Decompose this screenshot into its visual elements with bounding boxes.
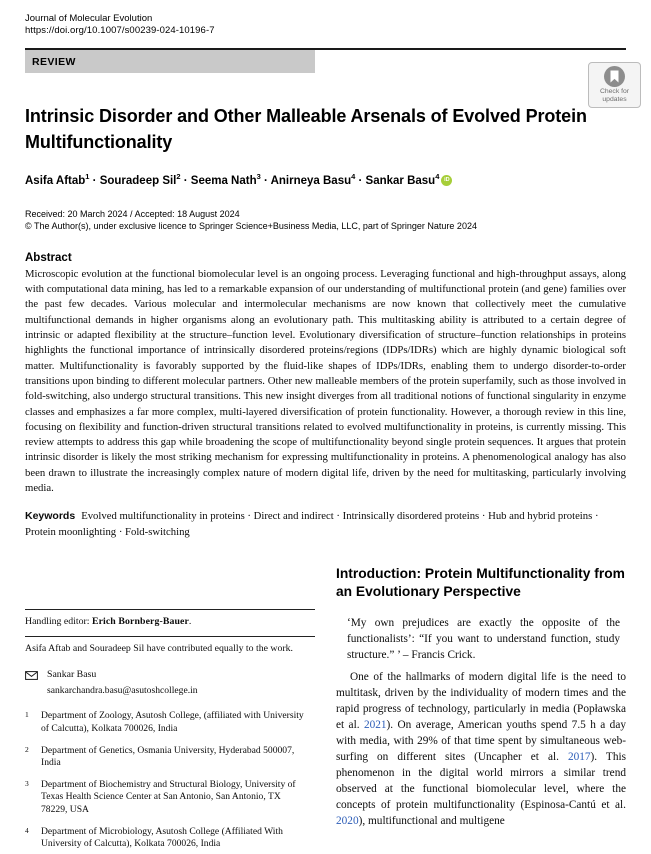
paragraph-text: ). On average, American youths spend 7.5 h a day with media, with 29% of that time spent by simultaneous web-surfing on different sites (Uncapher et al. — [336, 719, 626, 764]
article-type-label: REVIEW — [32, 55, 76, 68]
affiliation-number: 2 — [25, 744, 29, 754]
equal-contribution-note: Asifa Aftab and Souradeep Sil have contributed equally to the work. — [25, 643, 293, 655]
paragraph-text: ). This phenomenon in the digital world mirrors a similar trend observed at the functional biomolecular level, where the concepts of protein multifunctionality (Espinosa-Cantú et al. — [336, 751, 627, 812]
check-for-updates-badge[interactable] — [588, 62, 641, 108]
badge-label-line1: Check for — [599, 88, 630, 95]
keywords-text: Evolved multifunctionality in proteins · Direct and indirect · Intrinsically disordered proteins · Hub and hybrid proteins · Protein moonlighting · Fold-switching — [25, 510, 599, 538]
handling-editor-period: . — [188, 616, 192, 628]
received-accepted-line: Received: 20 March 2024 / Accepted: 18 August 2024 — [25, 208, 240, 219]
affiliation-number: 1 — [25, 710, 29, 720]
handling-editor-name: Erich Bornberg-Bauer — [91, 616, 189, 628]
right-column — [336, 565, 626, 854]
corresponding-author-row — [25, 669, 315, 685]
author-name: Asifa Aftab$^1$ — [25, 172, 90, 187]
article-meta — [25, 208, 626, 233]
author-name: Anirneya Basu$^4$ — [270, 172, 356, 187]
keywords-label: Keywords — [25, 510, 76, 523]
abstract-heading: Abstract — [25, 251, 72, 264]
handling-editor-note — [25, 610, 315, 636]
affiliation-item — [25, 826, 315, 851]
doi-link[interactable]: https://doi.org/10.1007/s00239-024-10196-7 — [25, 25, 215, 36]
paragraph-text: One of the hallmarks of modern digital life is the need to multitask, driven by the individuality of modern times and the rapid progress of technology, particularly in media (Popławska et al. — [336, 671, 626, 732]
abstract-text: Microscopic evolution at the functional biomolecular level is an ongoing process. Leveraging functional and high-throughput assays, along with computational data mining, has led to a remarkable expansion of our understanding of multifunctional protein (and gene) families over the past few decades. Various molecular and intermolecular mechanisms are now known that collectively meet the cumulative multifunctional demands in higher organisms along an evolutionary path. This multitasking ability is attributed to a certain degree of intrinsic or adapted flexibility at the structure–function level. Evolutionary diversification of structure–function relationships in proteins highlights the functional importance of intrinsically disordered proteins/regions (IDPs/IDRs) which are highly dynamic biological soft matter. Multifunctionality is favorably supported by the fluid-like shapes of IDPs/IDRs, enabling them to undergo disorder-to-order transitions upon binding to different molecular partners. Other new malleable members of the protein superfamily, such as those involved in fold-switching, also undergo structural transitions. This new insight diverges from all traditional notions of functional singularity in enzyme classes and emphasizes a far more complex, multi-layered diversification of protein functionality. However, a thorough review in this line, focusing on flexibility and function-driven structural transitions related to evolved multifunctionality in proteins, is currently missing. This review attempts to address this gap while broadening the scope of multifunctionality beyond single protein sequences. It argues that protein intrinsic disorder is likely the most striking mechanism for expressing multifunctionality in proteins. A phenomenological analogy has also been drawn to illustrate the increasingly complex nature of modern digital life, driven by the need for multitasking, particularly involving media. — [25, 267, 626, 494]
header-rule — [25, 48, 626, 71]
intro-heading: Introduction: Protein Multifunctionality from an Evolutionary Perspective — [336, 566, 625, 599]
affiliation-item — [25, 710, 315, 735]
affiliation-item — [25, 779, 315, 817]
corresponding-author-email[interactable]: sankarchandra.basu@asutoshcollege.in — [47, 684, 198, 696]
affiliation-number: 4 — [25, 825, 29, 835]
citation-link[interactable]: 2020 — [336, 815, 359, 828]
author-name: Sankar Basu$^4$ — [365, 172, 440, 187]
intro-quote: ‘My own prejudices are exactly the opposite of the functionalists’: “If you want to understand function, study structure.” ’ – Francis Crick. — [347, 617, 620, 662]
copyright-line: © The Author(s), under exclusive licence to Springer Science+Business Media, LLC, part of Springer Nature 2024 — [25, 221, 477, 232]
affiliation-item — [25, 745, 315, 770]
affiliation-text: Department of Zoology, Asutosh College, (affiliated with University of Calcutta), Kolkata 700026, India — [41, 710, 304, 735]
bookmark-icon — [609, 70, 620, 83]
affiliation-text: Department of Biochemistry and Structural Biology, University of Texas Health Science Center at San Antonio, San Antonio, TX 78229, USA — [41, 778, 296, 816]
two-column-section — [25, 565, 626, 854]
affiliations-list — [25, 710, 315, 850]
check-for-updates-icon — [604, 66, 625, 87]
citation-link[interactable]: 2021 — [363, 719, 387, 732]
corresponding-author-name: Sankar Basu — [47, 668, 97, 680]
affiliation-text: Department of Microbiology, Asutosh College (Affiliated With University of Calcutta), Kolkata 700026, India — [41, 825, 283, 850]
orcid-icon[interactable]: iD — [441, 175, 452, 186]
intro-paragraph — [336, 669, 626, 829]
journal-title: Journal of Molecular Evolution — [25, 13, 153, 24]
author-name: Seema Nath$^3$ — [190, 172, 261, 187]
left-column — [25, 565, 315, 854]
keywords-line — [25, 509, 626, 540]
paragraph-text: ), multifunctional and multigene — [358, 815, 505, 828]
handling-editor-label: Handling editor: — [25, 616, 92, 628]
email-icon — [25, 669, 47, 685]
footnotes-block — [25, 609, 315, 851]
badge-label-line2: updates — [602, 96, 627, 103]
author-name: Souradeep Sil$^2$ — [99, 172, 181, 187]
citation-link[interactable]: 2017 — [567, 751, 591, 764]
authors-line: Asifa Aftab$^1$ · Souradeep Sil$^2$ · Seema Nath$^3$ · Anirneya Basu$^4$ · Sankar Basu$^4$ iD — [25, 172, 626, 187]
affiliation-number: 3 — [25, 778, 29, 788]
paper-title: Intrinsic Disorder and Other Malleable Arsenals of Evolved Protein Multifunctionality — [25, 106, 587, 152]
affiliation-text: Department of Genetics, Osmania University, Hyderabad 500007, India — [41, 744, 295, 769]
journal-header — [25, 13, 626, 37]
article-type-bar — [25, 50, 315, 73]
